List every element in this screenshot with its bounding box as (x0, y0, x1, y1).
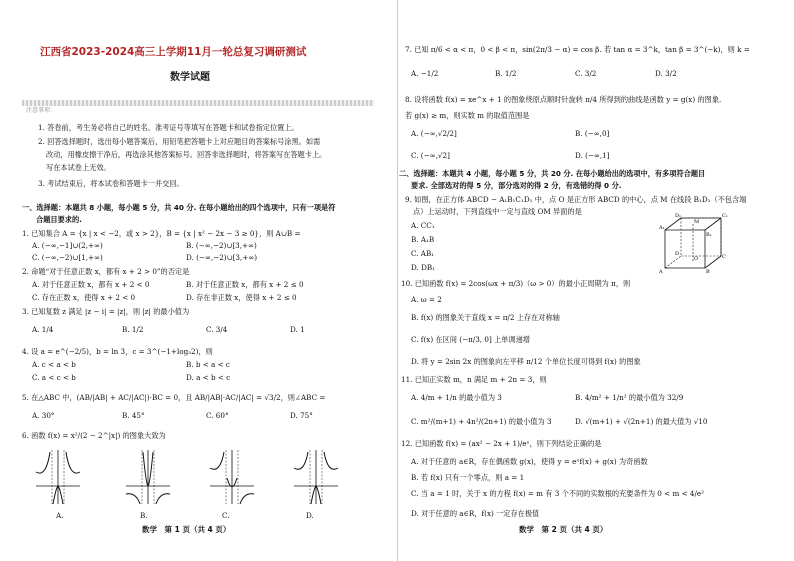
footer-right: 数学 第 2 页（共 4 页） (519, 525, 608, 534)
question-3-stem: 3. 已知复数 z 满足 |z − i| = |z|，则 |z| 的最小值为 (22, 307, 190, 316)
question-11-option-c: C. m²/(m+1) + 4n²/(2n+1) 的最小值为 3 (411, 417, 552, 426)
question-3-option-a: A. 1/4 (32, 325, 54, 334)
question-8-stem: 8. 设将函数 f(x) = xe^x + 1 的图象绕原点顺时针旋转 π/4 所得到的曲线是函数 y = g(x) 的图象. (405, 95, 722, 104)
question-2-option-a: A. 对于任意正数 x，都有 x + 2 < 0 (32, 280, 150, 289)
question-5-option-a: A. 30° (32, 411, 55, 420)
question-8-option-c: C. (−∞,√2] (411, 151, 450, 160)
question-8-stem-2: 若 g(x) ≥ m，则实数 m 的取值范围是 (405, 111, 530, 120)
question-4-stem: 4. 设 a = e^(−2/5)，b = ln 3，c = 3^(−1+log₃2)，则 (22, 347, 213, 356)
question-4-option-a: A. c < a < b (32, 360, 76, 369)
question-7-option-a: A. −1/2 (411, 69, 439, 78)
question-8-option-d: D. (−∞,1] (575, 151, 610, 160)
footer-left: 数学 第 1 页（共 4 页） (142, 525, 231, 534)
question-12-option-d: D. 对于任意的 a∈R，f(x) 一定存在极值 (411, 509, 540, 518)
section-two-heading-b: 要求. 全部选对的得 5 分，部分选对的得 2 分，有选错的得 0 分. (411, 181, 622, 190)
question-9-stem: 9. 如图，在正方体 ABCD − A₁B₁C₁D₁ 中，点 O 是正方形 ABCD 的中心，点 M 在线段 B₁D₁（不包含端 (405, 195, 747, 204)
question-11-option-a: A. 4/m + 1/n 的最小值为 3 (411, 393, 502, 402)
question-12-stem: 12. 已知函数 f(x) = (ax² − 2x + 1)/eˣ，则下列结论正确的是 (401, 439, 602, 448)
question-11-option-d: D. √(m+1) + √(2n+1) 的最大值为 √10 (575, 417, 708, 426)
cube-label-b1: B₁ (706, 232, 712, 238)
exam-title: 江西省2023-2024高三上学期11月一轮总复习调研测试 (40, 46, 307, 58)
question-10-stem: 10. 已知函数 f(x) = 2cos(ωx + π/3)（ω > 0）的最小正周期为 π，则 (401, 279, 631, 288)
section-one-heading-b: 合题目要求的. (36, 215, 82, 224)
question-3-option-c: C. 3/4 (206, 325, 228, 334)
question-1-option-b: B. (−∞,−2)∪[3,+∞) (186, 241, 257, 250)
section-two-heading: 二、选择题：本题共 4 小题，每小题 5 分，共 20 分. 在每小题给出的选项中，有多项符合题目 (399, 169, 706, 178)
question-10-option-b: B. f(x) 的图象关于直线 x = π/2 上存在对称轴 (411, 313, 560, 322)
question-5-option-b: B. 45° (122, 411, 145, 420)
question-1-stem: 1. 已知集合 A = {x | x < −2，或 x > 2}，B = {x | x² − 2x − 3 ≥ 0}，则 A∪B = (22, 229, 301, 238)
cube-label-a1: A₁ (659, 225, 665, 231)
cube-label-o: O (694, 256, 699, 262)
question-9-option-c: C. AB₁ (411, 249, 435, 258)
cube-label-d: D (675, 251, 680, 257)
graph-option-d (292, 448, 340, 506)
question-1-option-d: D. (−∞,−2)∪[3,+∞) (186, 253, 258, 262)
graph-d-svg (292, 448, 340, 506)
graph-option-b (124, 448, 172, 506)
question-8-option-b: B. (−∞,0] (575, 129, 610, 138)
question-11-stem: 11. 已知正实数 m，n 满足 m + 2n = 3，则 (401, 375, 547, 384)
notice-item-4: 写在本试卷上无效。 (46, 163, 111, 172)
graph-option-a (34, 448, 82, 506)
question-6-stem: 6. 函数 f(x) = x²/(2 − 2^|x|) 的图象大致为 (22, 431, 166, 440)
question-12-option-c: C. 当 a = 1 时，关于 x 的方程 f(x) = m 有 3 个不同的实数根的充要条件为 0 < m < 4/e² (411, 489, 705, 498)
page-divider (397, 0, 398, 561)
graph-d-label: D. (306, 511, 314, 520)
question-3-option-d: D. 1 (290, 325, 305, 334)
graph-a-label: A. (56, 511, 64, 520)
question-4-option-b: B. b < a < c (186, 360, 230, 369)
question-9-stem-2: 点）上运动时，下列直线中一定与直线 OM 异面的是 (413, 207, 582, 216)
cube-label-m: M (694, 219, 700, 225)
question-2-stem: 2. 命题“对于任意正数 x，都有 x + 2 > 0”的否定是 (22, 267, 190, 276)
cube-label-c: C (722, 254, 726, 260)
question-10-option-d: D. 将 y = 2sin 2x 的图象向左平移 π/12 个单位长度可得到 f(x) 的图象 (411, 357, 641, 366)
graph-a-svg (34, 448, 82, 506)
question-8-option-a: A. (−∞,√2/2] (411, 129, 457, 138)
question-5-option-c: C. 60° (206, 411, 229, 420)
page-right (397, 0, 794, 561)
question-2-option-c: C. 存在正数 x，使得 x + 2 < 0 (32, 293, 136, 302)
graph-b-label: B. (140, 511, 148, 520)
notice-item-1: 1. 答卷前，考生务必将自己的姓名、准考证号等填写在答题卡和试卷指定位置上。 (38, 123, 299, 132)
graph-c-svg (208, 448, 256, 506)
cube-figure (659, 212, 729, 274)
question-12-option-b: B. 若 f(x) 只有一个零点，则 a = 1 (411, 473, 525, 482)
question-1-option-c: C. (−∞,−2)∪[1,+∞) (32, 253, 103, 262)
question-7-option-c: C. 3/2 (575, 69, 597, 78)
graph-b-svg (124, 448, 172, 506)
question-5-option-d: D. 75° (290, 411, 313, 420)
question-1-option-a: A. (−∞,−1]∪(2,+∞) (32, 241, 103, 250)
question-9-option-a: A. CC₁ (411, 221, 435, 230)
question-10-option-a: A. ω = 2 (411, 295, 442, 304)
question-4-option-d: D. a < b < c (186, 373, 231, 382)
cube-label-c1: C₁ (722, 213, 728, 219)
notice-band (22, 100, 374, 106)
question-2-option-b: B. 对于任意正数 x，都有 x + 2 ≤ 0 (186, 280, 304, 289)
question-11-option-b: B. 4/m² + 1/n² 的最小值为 32/9 (575, 393, 684, 402)
question-4-option-c: C. a < c < b (32, 373, 76, 382)
question-9-option-d: D. DB₁ (411, 263, 436, 272)
question-9-option-b: B. A₁B (411, 235, 435, 244)
question-7-stem: 7. 已知 π/6 < α < π，0 < β < π，sin(2π/3 − α) = cos β. 若 tan α = 3^k，tan β = 3^(−k)，则 k = (405, 45, 750, 54)
question-10-option-c: C. f(x) 在区间 (−π/3, 0] 上单调递增 (411, 335, 530, 344)
notice-item-3: 改动，用橡皮擦干净后，再选涂其他答案标号。回答非选择题时，将答案写在答题卡上。 (46, 150, 327, 159)
graph-c-label: C. (222, 511, 230, 520)
question-3-option-b: B. 1/2 (122, 325, 144, 334)
cube-label-d1: D₁ (675, 213, 682, 219)
question-2-option-d: D. 存在非正数 x，使得 x + 2 ≤ 0 (186, 293, 297, 302)
question-7-option-d: D. 3/2 (655, 69, 677, 78)
section-one-heading: 一、选择题：本题共 8 小题，每小题 5 分，共 40 分. 在每小题给出的四个选项中，只有一项是符 (22, 203, 336, 212)
exam-subtitle: 数学试题 (170, 72, 210, 83)
question-5-stem: 5. 在△ABC 中，(AB/|AB| + AC/|AC|)·BC = 0，且 AB/|AB|·AC/|AC| = √3/2，则∠ABC = (22, 393, 326, 402)
question-12-option-a: A. 对于任意的 a∈R，存在偶函数 g(x)，使得 y = eˣf(x) + g(x) 为奇函数 (411, 457, 648, 466)
notice-item-2: 2. 回答选择题时，选出每小题答案后，用铅笔把答题卡上对应题目的答案标号涂黑。如需 (38, 137, 321, 146)
notice-item-5: 3. 考试结束后，将本试卷和答题卡一并交回。 (38, 179, 184, 188)
graph-option-c (208, 448, 256, 506)
cube-label-b: B (706, 269, 710, 274)
notice-tag: 注意事项： (26, 107, 57, 114)
question-7-option-b: B. 1/2 (495, 69, 517, 78)
cube-label-a: A (659, 269, 663, 274)
